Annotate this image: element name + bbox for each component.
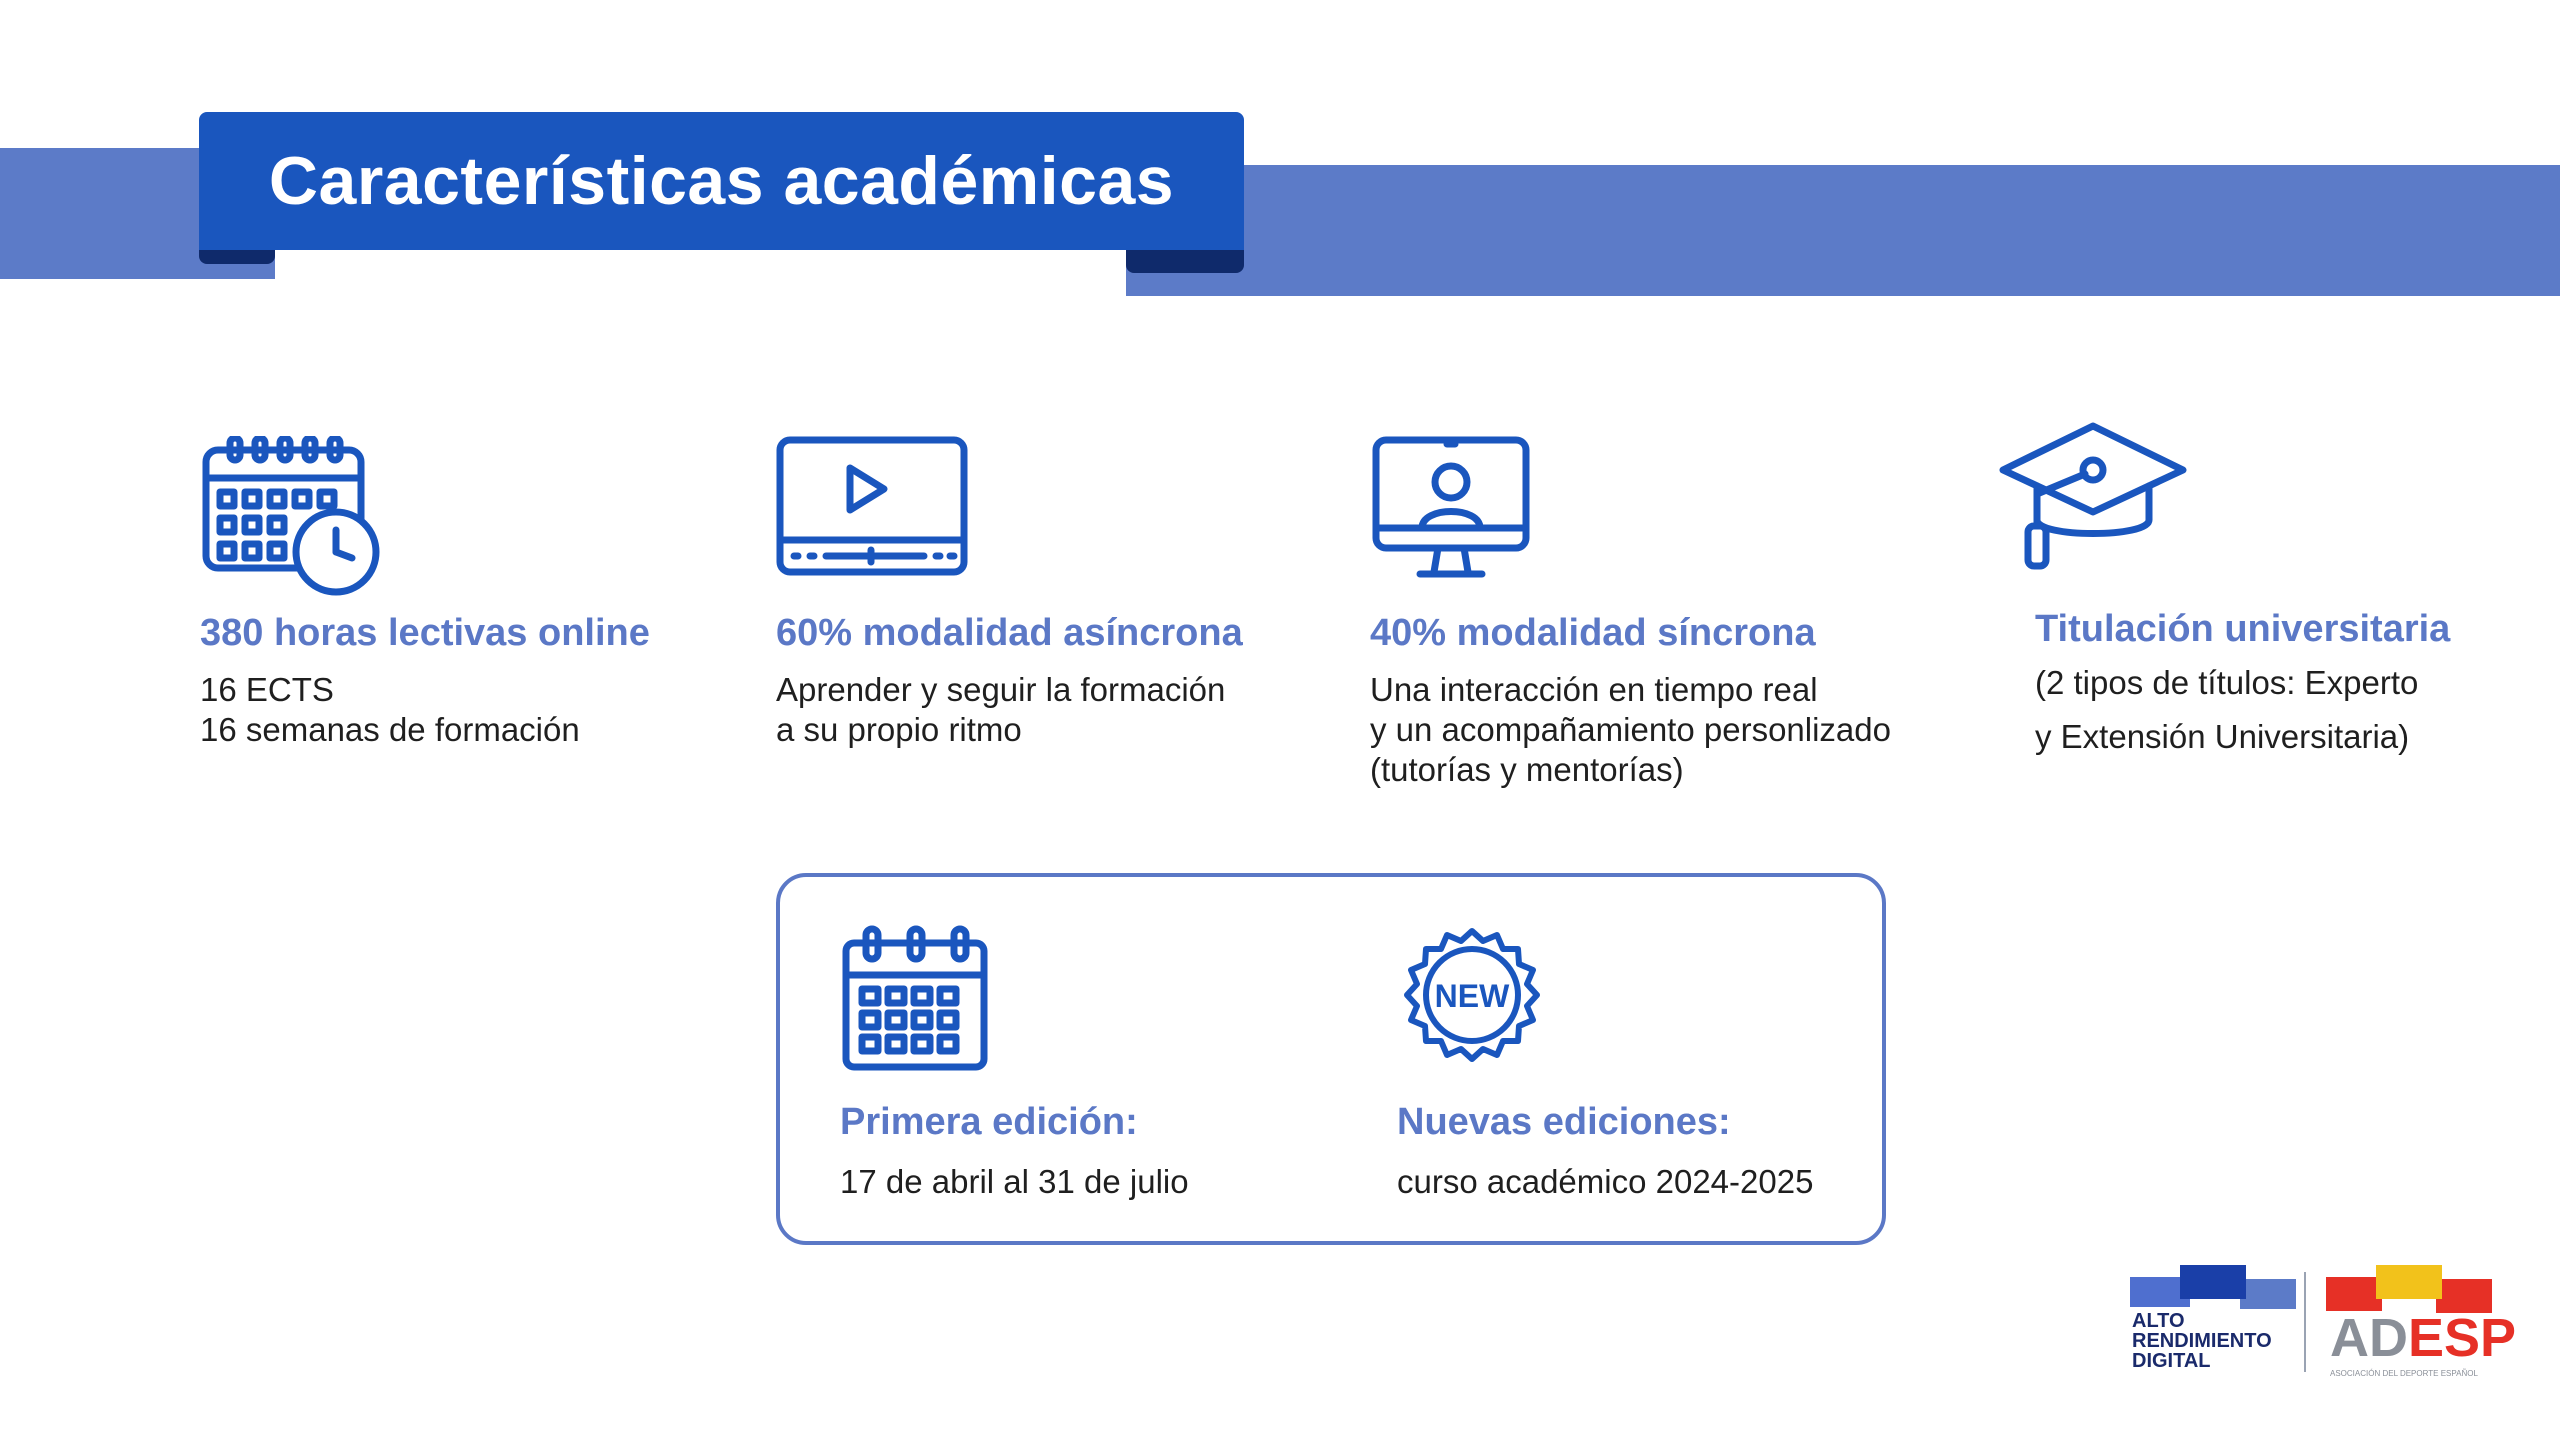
page-title: Características académicas [268, 143, 1175, 219]
edition-title: Nuevas ediciones: [1397, 1101, 1731, 1143]
feature-title: 60% modalidad asíncrona [776, 612, 1243, 654]
feature-title: 40% modalidad síncrona [1370, 612, 1816, 654]
new-badge-icon [1397, 925, 1547, 1075]
edition-text: curso académico 2024-2025 [1397, 1163, 1814, 1200]
feature-line: y Extensión Universitaria) [2035, 718, 2410, 755]
graduation-cap-icon [1995, 420, 2191, 570]
logo-ard-line: DIGITAL [2132, 1350, 2211, 1372]
feature-text [776, 670, 1225, 750]
feature-title: Titulación universitaria [2035, 608, 2451, 650]
feature-title: 380 horas lectivas online [200, 612, 650, 654]
adesp-logo-name: ADESP [2330, 1308, 2517, 1368]
adesp-logo [2326, 1265, 2517, 1385]
editions-box [776, 873, 1886, 1245]
alto-rendimiento-digital-logo [2130, 1265, 2290, 1385]
calendar-icon [840, 925, 990, 1075]
feature-line: Una interacción en tiempo real [1370, 671, 1818, 708]
logo-ard-text [2132, 1311, 2272, 1371]
feature-line: 16 semanas de formación [200, 711, 580, 748]
logo-divider [2304, 1272, 2306, 1372]
new-badge-label: NEW [1434, 978, 1510, 1014]
online-tutor-icon [1370, 436, 1530, 586]
feature-line: y un acompañamiento personlizado [1370, 711, 1891, 748]
feature-text [2035, 656, 2418, 764]
header-band-right [1126, 165, 2560, 296]
feature-line: a su propio ritmo [776, 711, 1022, 748]
feature-line: (2 tipos de títulos: Experto [2035, 664, 2419, 701]
edition-text: 17 de abril al 31 de julio [840, 1163, 1189, 1200]
feature-text [1370, 670, 1891, 790]
video-player-icon [776, 436, 968, 576]
logo-ard-line: RENDIMIENTO [2132, 1330, 2272, 1352]
calendar-clock-icon [200, 436, 384, 596]
edition-title: Primera edición: [840, 1101, 1138, 1143]
feature-text [200, 670, 580, 750]
feature-line: (tutorías y mentorías) [1370, 751, 1684, 788]
feature-line: 16 ECTS [200, 671, 334, 708]
logo-ard-line: ALTO [2132, 1310, 2185, 1332]
feature-line: Aprender y seguir la formación [776, 671, 1226, 708]
title-banner [199, 112, 1244, 250]
adesp-logo-tagline: ASOCIACIÓN DEL DEPORTE ESPAÑOL [2330, 1369, 2478, 1378]
